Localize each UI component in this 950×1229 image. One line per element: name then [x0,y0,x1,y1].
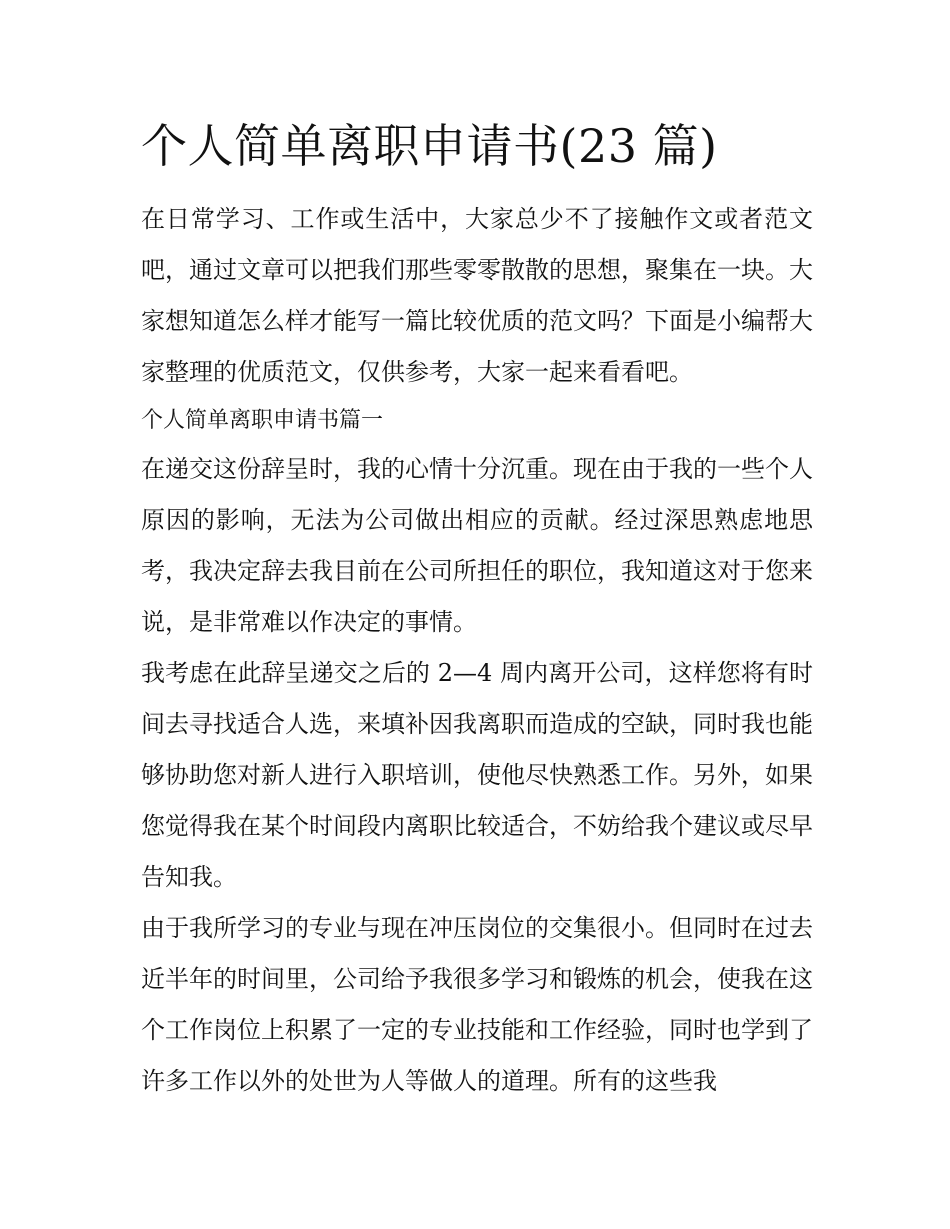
intro-paragraph: 在日常学习、工作或生活中，大家总少不了接触作文或者范文吧，通过文章可以把我们那些零零散散的思想，聚集在一块。大家想知道怎么样才能写一篇比较优质的范文吗？下面是小编帮大家整理的优质范文，仅供参考，大家一起来看看吧。 [141,205,813,386]
document-page [141,118,813,1107]
body-paragraph-1: 在递交这份辞呈时，我的心情十分沉重。现在由于我的一些个人原因的影响，无法为公司做出相应的贡献。经过深思熟虑地思考，我决定辞去我目前在公司所担任的职位，我知道这对于您来说，是非常难以作决定的事情。 [141,455,813,636]
document-title: 个人简单离职申请书(23 篇) [141,119,718,173]
body-paragraph-2: 我考虑在此辞呈递交之后的 2—4 周内离开公司，这样您将有时间去寻找适合人选，来填补因我离职而造成的空缺，同时我也能够协助您对新人进行入职培训，使他尽快熟悉工作。另外，如果您觉得我在某个时间段内离职比较适合，不妨给我个建议或尽早告知我。 [141,659,813,891]
section-heading: 个人简单离职申请书篇一 [141,408,384,433]
body-paragraph-3: 由于我所学习的专业与现在冲压岗位的交集很小。但同时在过去近半年的时间里，公司给予我很多学习和锻炼的机会，使我在这个工作岗位上积累了一定的专业技能和工作经验，同时也学到了许多工作以外的处世为人等做人的道理。所有的这些我 [141,914,813,1095]
